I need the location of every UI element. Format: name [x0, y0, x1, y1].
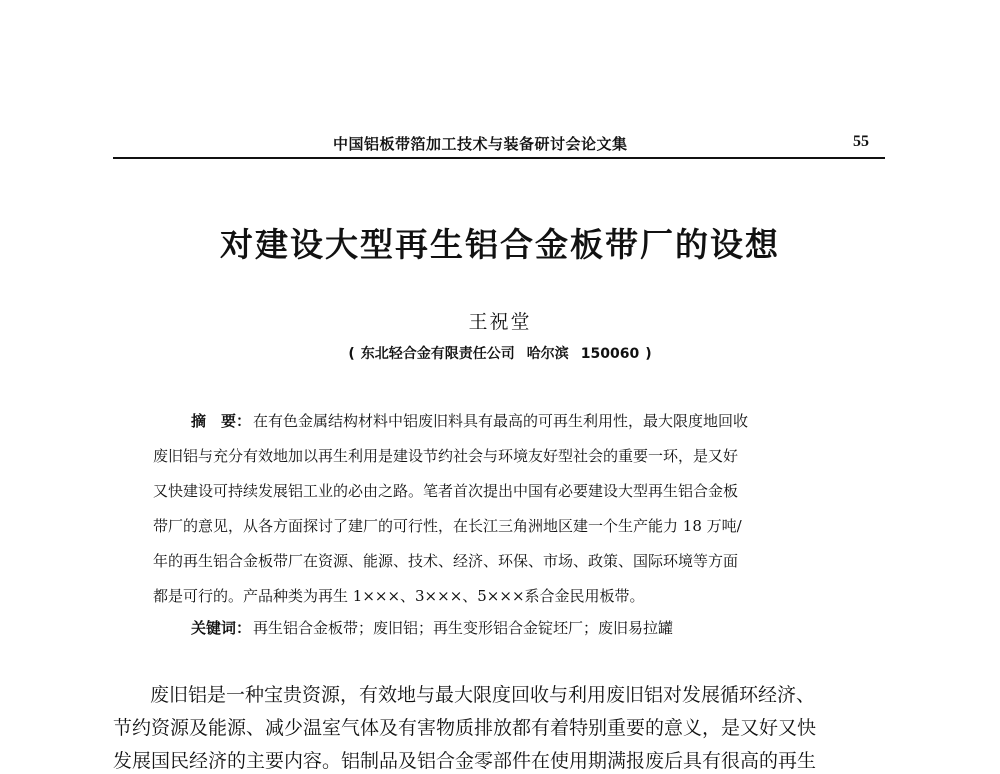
abstract-line: 都是可行的。产品种类为再生 1×××、3×××、5×××系合金民用板带。 — [153, 587, 645, 605]
author-name: 王祝堂 — [468, 311, 532, 333]
page-number: 55 — [853, 133, 869, 150]
proceedings-title: 中国铝板带箔加工技术与装备研讨会论文集 — [333, 135, 628, 153]
affiliation-open-paren: ( — [348, 346, 355, 362]
abstract-line: 带厂的意见，从各方面探讨了建厂的可行性，在长江三角洲地区建一个生产能力 18 万吨/ — [153, 517, 742, 535]
body-paragraph-line: 发展国民经济的主要内容。铝制品及铝合金零部件在使用期满报废后具有很高的再生 — [113, 750, 817, 772]
abstract-text: 在有色金属结构材料中铝废旧料具有最高的可再生利用性，最大限度地回收 — [253, 412, 749, 430]
author-affiliation — [0, 343, 1000, 363]
abstract-line: 又快建设可持续发展铝工业的必由之路。笔者首次提出中国有必要建设大型再生铝合金板 — [153, 482, 739, 500]
abstract-label: 摘 要： — [191, 412, 252, 430]
affiliation-close-paren: ) — [645, 346, 652, 362]
affiliation-organization: 东北轻合金有限责任公司 — [360, 346, 515, 362]
running-header — [113, 133, 885, 159]
keywords-text: 再生铝合金板带；废旧铝；再生变形铝合金锭坯厂；废旧易拉罐 — [253, 619, 674, 637]
body-paragraph-line: 节约资源及能源、减少温室气体及有害物质排放都有着特别重要的意义，是又好又快 — [113, 717, 817, 739]
article-title: 对建设大型再生铝合金板带厂的设想 — [220, 225, 780, 264]
affiliation-city: 哈尔滨 — [526, 346, 569, 362]
keywords — [191, 618, 896, 638]
keywords-label: 关键词： — [191, 619, 252, 637]
body-paragraph-line: 废旧铝是一种宝贵资源，有效地与最大限度回收与利用废旧铝对发展循环经济、 — [150, 684, 816, 706]
abstract-line: 废旧铝与充分有效地加以再生利用是建设节约社会与环境友好型社会的重要一环，是又好 — [153, 447, 739, 465]
affiliation-postcode: 150060 — [580, 346, 640, 362]
abstract-line: 年的再生铝合金板带厂在资源、能源、技术、经济、环保、市场、政策、国际环境等方面 — [153, 552, 739, 570]
abstract-line — [191, 411, 896, 431]
